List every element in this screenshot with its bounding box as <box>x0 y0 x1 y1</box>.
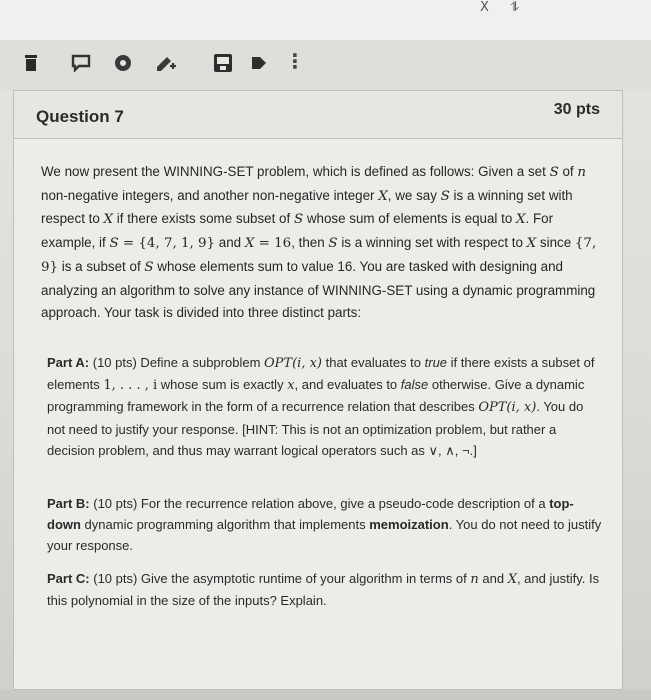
var-X: X <box>378 188 388 204</box>
example-target-equation: = 16 <box>254 236 292 252</box>
intro-text: and <box>215 235 245 251</box>
intro-text: whose elements sum to value 16. You are tasked with designing and analyzing an algorithm to solve any instance of WINNING-SET using a dynamic programming approach. Your task is divided into three distinct parts: <box>41 258 596 321</box>
intro-text: , we say <box>387 187 441 203</box>
var-n: n <box>577 165 586 180</box>
save-icon[interactable] <box>212 52 234 74</box>
var-S: S <box>144 259 154 275</box>
opt-function: OPT(i, x) <box>264 356 322 371</box>
play-icon[interactable] <box>248 52 270 74</box>
intro-text: is a winning set with respect to <box>41 187 573 227</box>
part-a-label: Part A: <box>47 355 90 370</box>
part-a <box>47 352 603 461</box>
intro-text: of <box>558 164 578 179</box>
part-a-text: whose sum is exactly <box>157 377 288 393</box>
part-c <box>47 568 603 611</box>
top-strip <box>0 0 651 40</box>
edit-link-icon[interactable] <box>155 52 177 74</box>
intro-text: non-negative integers, and another non-negative integer <box>41 187 379 203</box>
memoization-term: memoization <box>369 517 449 533</box>
example-subset: {7, 9} <box>41 236 597 275</box>
element-range: 1, . . . , i <box>103 378 158 394</box>
var-S: S <box>440 188 450 204</box>
part-a-text: otherwise. Give a dynamic programming framework in the form of a recurrence relation that describes <box>47 377 585 415</box>
question-header <box>14 91 622 139</box>
true-word: true <box>424 355 448 370</box>
var-X: X <box>526 236 537 252</box>
opt-function: OPT(i, x) <box>478 400 537 416</box>
top-down-term: top-down <box>47 496 574 533</box>
comment-icon[interactable] <box>70 52 92 74</box>
trash-icon[interactable] <box>20 52 42 74</box>
var-S: S <box>328 236 338 252</box>
part-a-text: if there exists a subset of elements <box>47 355 595 393</box>
var-X: X <box>516 212 526 228</box>
part-b-text: dynamic programming algorithm that implements <box>80 517 370 533</box>
var-X: X <box>244 236 255 252</box>
intro-text: if there exists some subset of <box>113 211 294 227</box>
part-a-text: , and evaluates to <box>294 377 401 393</box>
intro-text: , then <box>291 235 329 251</box>
part-c-label: Part C: <box>47 571 90 586</box>
part-c-text: , and justify. Is this polynomial in the size of the inputs? Explain. <box>47 571 600 609</box>
var-X: X <box>103 212 114 228</box>
part-b-text: . You do not need to justify your response. <box>47 517 602 554</box>
var-S: S <box>109 236 119 252</box>
var-S: S <box>549 165 559 180</box>
intro-text: . For example, if <box>41 211 554 251</box>
intro-text: We now present the WINNING-SET problem, which is defined as follows: Given a set <box>41 164 546 179</box>
problem-description <box>41 161 601 325</box>
tool-glyph[interactable]: ⥮ <box>510 0 520 15</box>
part-c-text: (10 pts) Give the asymptotic runtime of your algorithm in terms of <box>89 571 471 586</box>
bottom-shade <box>0 690 651 700</box>
example-set-equation: = {4, 7, 1, 9} <box>118 236 216 252</box>
part-a-text: (10 pts) Define a subproblem <box>89 355 265 370</box>
var-X: X <box>507 572 517 587</box>
part-a-text: that evaluates to <box>322 355 425 370</box>
intro-text: is a winning set with respect to <box>337 235 527 251</box>
var-x: x <box>287 378 295 394</box>
part-b-label: Part B: <box>47 496 90 511</box>
part-b-text: (10 pts) For the recurrence relation above, give a pseudo-code description of a <box>89 496 550 511</box>
record-icon[interactable] <box>112 52 134 74</box>
close-glyph[interactable]: X <box>480 0 489 15</box>
intro-text: whose sum of elements is equal to <box>303 211 516 227</box>
toolbar <box>0 40 651 90</box>
intro-text: since <box>536 235 575 251</box>
part-c-text: and <box>478 571 508 586</box>
question-card <box>13 90 623 690</box>
var-S: S <box>293 212 304 228</box>
question-points: 30 pts <box>553 101 600 118</box>
part-b <box>47 493 603 557</box>
intro-text: is a subset of <box>58 258 145 274</box>
false-word: false <box>400 377 429 393</box>
part-a-text: . You do not need to justify your response. [HINT: This is not an optimization problem, but rather a decision problem, and thus may warrant logical operators such as ∨, ∧, ¬.] <box>47 399 584 458</box>
more-options-icon[interactable]: ⋮ <box>285 49 305 73</box>
question-title: Question 7 <box>36 107 124 126</box>
var-n: n <box>470 572 479 587</box>
